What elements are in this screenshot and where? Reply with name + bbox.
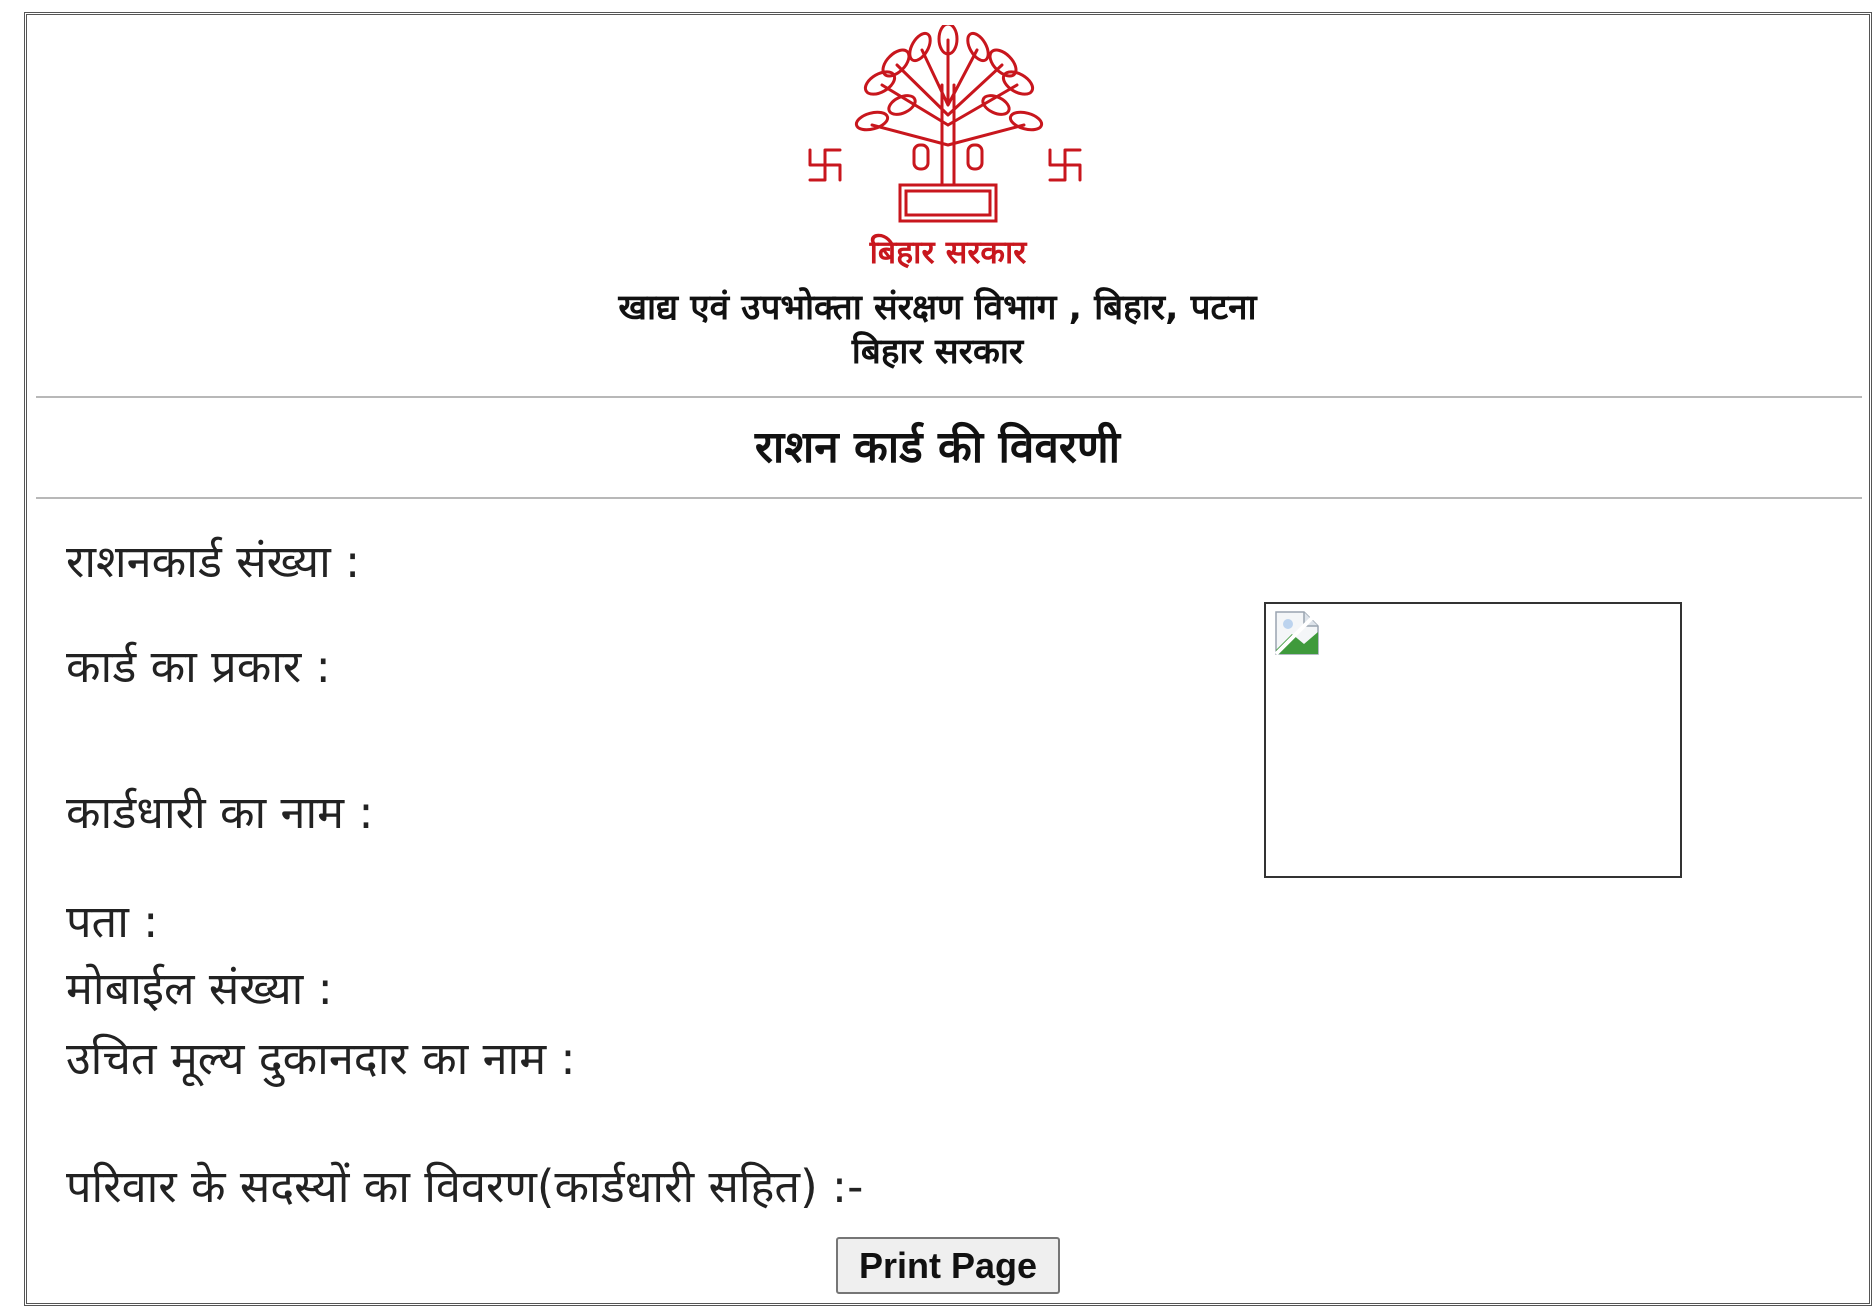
divider — [36, 497, 1862, 499]
divider — [36, 396, 1862, 398]
card-holder-photo — [1264, 602, 1682, 878]
address-label: पता : — [66, 895, 159, 948]
family-members-label: परिवार के सदस्यों का विवरण(कार्डधारी सहित) :- — [66, 1160, 864, 1213]
government-name: बिहार सरकार — [851, 332, 1024, 372]
card-type-label: कार्ड का प्रकार : — [66, 640, 331, 693]
card-holder-name-label: कार्डधारी का नाम : — [66, 786, 374, 839]
broken-image-icon — [1274, 610, 1320, 656]
emblem-caption: बिहार सरकार — [869, 233, 1027, 271]
mobile-number-label: मोबाईल संख्या : — [66, 962, 333, 1015]
ration-card-number-label: राशनकार्ड संख्या : — [66, 535, 361, 588]
page-title: राशन कार्ड की विवरणी — [754, 422, 1121, 473]
bihar-government-emblem — [792, 25, 1104, 275]
department-name: खाद्य एवं उपभोक्ता संरक्षण विभाग , बिहार, पटना — [618, 288, 1257, 328]
print-page-button[interactable]: Print Page — [836, 1237, 1060, 1294]
fair-price-dealer-label: उचित मूल्य दुकानदार का नाम : — [66, 1032, 576, 1085]
